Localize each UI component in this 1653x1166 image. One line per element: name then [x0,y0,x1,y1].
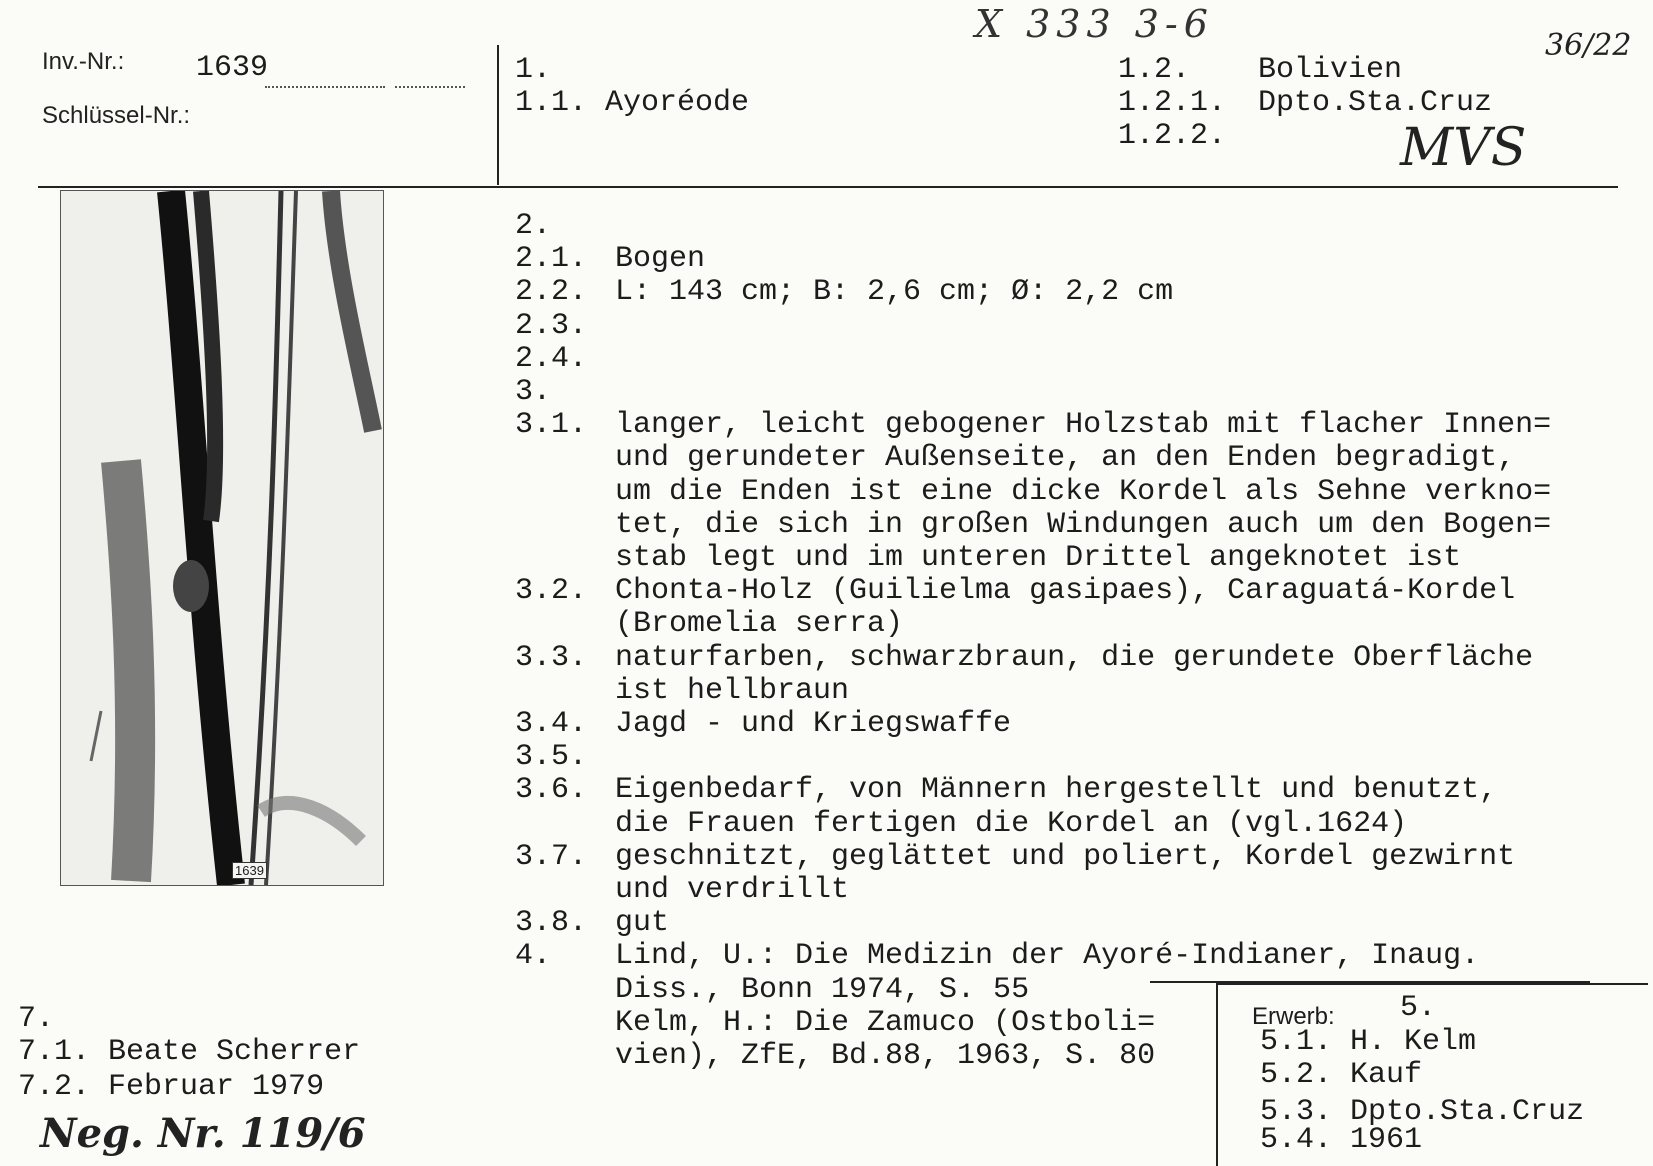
description-line [515,243,705,276]
acquisition-header-number: 5. [1400,991,1437,1025]
description-line [515,442,1515,475]
field-5-2: 5.2. Kauf [1260,1058,1423,1092]
line-text: (Bromelia serra) [615,607,904,642]
field-1-2: 1.2. Bolivien [1118,53,1403,87]
object-photo [60,190,384,886]
bow-photo-illustration [61,191,383,885]
handwritten-corner-number: 36/22 [1545,28,1632,63]
line-number: 2.3. [515,308,588,343]
line-number: 3. [515,375,552,409]
line-text: langer, leicht gebogener Holzstab mit flacher Innen= [615,408,1552,443]
line-number: 3.2. [515,574,588,609]
description-line [515,642,1533,675]
header-divider-vertical [497,45,499,185]
line-text: L: 143 cm; B: 2,6 cm; Ø: 2,2 cm [615,275,1174,310]
field-1-2-2: 1.2.2. [1118,119,1227,153]
description-line [515,276,1173,309]
line-text: ist hellbraun [615,673,850,708]
description-line [515,841,1515,874]
field-1-2-1: 1.2.1. Dpto.Sta.Cruz [1118,86,1493,120]
description-line [515,542,1461,575]
field-7-1: 7.1. Beate Scherrer [18,1035,361,1069]
line-text: naturfarben, schwarzbraun, die gerundete Oberfläche [615,640,1534,675]
line-number: 3.6. [515,773,588,808]
description-line [515,808,1407,841]
inv-dotted-line [265,86,385,88]
handwritten-top-number: X 333 3-6 [975,2,1214,46]
line-number: 2.1. [515,242,588,277]
description-line [515,509,1551,542]
description-line [515,310,615,343]
field-5-4: 5.4. 1961 [1260,1123,1423,1157]
field-7: 7. [18,1002,55,1036]
field-7-2: 7.2. Februar 1979 [18,1070,325,1104]
line-number: 2. [515,209,552,243]
description-line [515,907,669,940]
line-number: 3.8. [515,906,588,941]
description-line [515,608,903,641]
description-line [515,1007,1155,1040]
handwritten-negative-number: Neg. Nr. 119/6 [40,1110,366,1157]
line-text: Lind, U.: Die Medizin der Ayoré-Indianer, Inaug. [615,939,1480,974]
field-5-3: 5.3. Dpto.Sta.Cruz [1260,1095,1585,1129]
key-label: Schlüssel-Nr.: [42,102,191,129]
line-text: die Frauen fertigen die Kordel an (vgl.1624) [615,806,1408,841]
line-text: und verdrillt [615,873,850,907]
description-line [515,376,615,409]
field-1: 1. [515,53,552,87]
line-text: stab legt und im unteren Drittel angeknotet ist [615,541,1462,575]
line-text: Kelm, H.: Die Zamuco (Ostboli= [615,1005,1156,1040]
line-text: um die Enden ist eine dicke Kordel als Sehne verkno= [615,474,1552,509]
description-line [515,974,1029,1007]
acquisition-label: Erwerb: [1252,1003,1335,1030]
description-line [515,774,1497,807]
line-text: tet, die sich in großen Windungen auch um den Bogen= [615,507,1552,542]
line-text: Bogen [615,242,706,277]
description-line [515,343,615,376]
reference-underline [1150,981,1590,983]
header-divider-horizontal [38,186,1618,188]
line-number: 3.5. [515,740,588,775]
description-line [515,874,849,907]
line-text: geschnitzt, geglättet und poliert, Kordel gezwirnt [615,839,1516,874]
description-line [515,1040,1155,1073]
inv-dotted-line-2 [395,86,465,88]
line-text: gut [615,906,670,941]
photo-number-tag: 1639 [232,862,267,879]
description-line [515,409,1551,442]
line-text: Jagd - und Kriegswaffe [615,707,1012,741]
line-number: 3.4. [515,707,588,741]
description-line [515,210,615,243]
line-number: 3.1. [515,408,588,443]
line-text: vien), ZfE, Bd.88, 1963, S. 80 [615,1039,1156,1073]
inv-label: Inv.-Nr.: [42,48,125,75]
description-line [515,940,1479,973]
line-number: 3.7. [515,839,588,874]
description-line [515,476,1551,509]
line-number: 3.3. [515,640,588,675]
field-5-1: 5.1. H. Kelm [1260,1025,1477,1059]
line-number: 2.2. [515,275,588,310]
line-text: und gerundeter Außenseite, an den Enden begradigt, [615,441,1516,476]
field-1-1: 1.1. Ayoréode [515,86,750,120]
line-text: Diss., Bonn 1974, S. 55 [615,972,1030,1007]
description-line [515,708,1011,741]
line-text: Eigenbedarf, von Männern hergestellt und benutzt, [615,773,1498,808]
description-line [515,675,849,708]
line-number: 2.4. [515,341,588,376]
inv-value: 1639 [196,51,269,85]
description-line [515,575,1515,608]
description-line [515,741,615,774]
line-number: 4. [515,939,552,974]
line-text: Chonta-Holz (Guilielma gasipaes), Caraguatá-Kordel [615,574,1516,609]
handwritten-mvs-mark: MVS [1400,118,1527,178]
